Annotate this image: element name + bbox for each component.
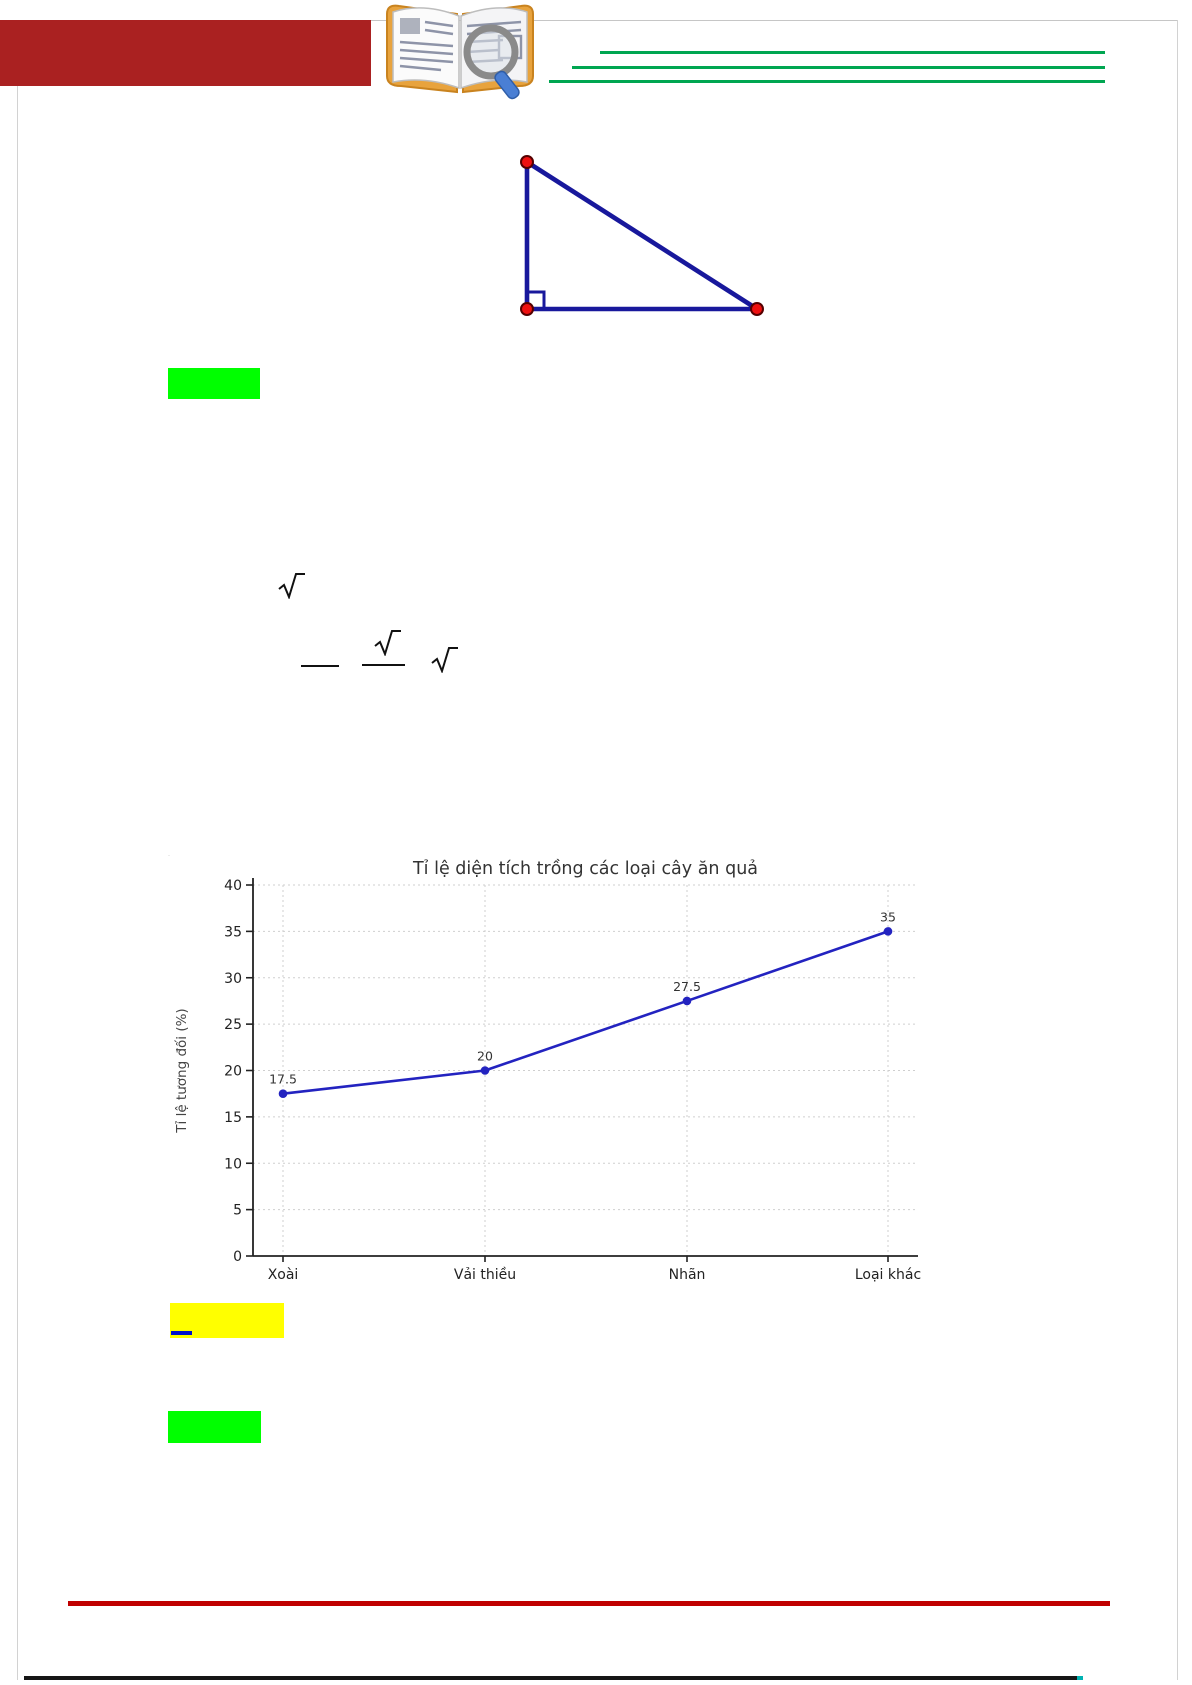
footer-black-rule <box>24 1676 1077 1680</box>
y-tick-label: 0 <box>233 1249 242 1265</box>
blue-dash-underline <box>171 1331 192 1335</box>
radical-icon-3 <box>431 646 459 673</box>
x-tick-label: Nhãn <box>668 1267 706 1283</box>
data-point-label: 20 <box>477 1048 493 1064</box>
fraction-bar-2 <box>362 664 405 666</box>
right-triangle-figure <box>430 125 775 325</box>
data-point-label: 17.5 <box>269 1071 297 1087</box>
header-green-rule-3 <box>549 80 1105 83</box>
book-magnifier-icon <box>373 0 548 104</box>
triangle-edges <box>527 162 757 309</box>
data-point <box>884 927 893 936</box>
chart-title: Tỉ lệ diện tích trồng các loại cây ăn quả <box>412 859 759 879</box>
triangle-vertex-top <box>521 156 533 168</box>
y-tick-label: 20 <box>224 1063 242 1080</box>
header-green-rule-2 <box>572 66 1105 69</box>
fraction-bar-1 <box>301 665 339 667</box>
footer-red-rule <box>68 1601 1110 1606</box>
page-left-border <box>17 20 18 1680</box>
y-tick-label: 40 <box>224 878 242 894</box>
header-red-bar <box>0 20 371 86</box>
data-point <box>481 1066 490 1075</box>
y-tick-label: 15 <box>224 1109 242 1126</box>
triangle-vertex-bottom-right <box>751 303 763 315</box>
green-highlight-1 <box>168 368 260 399</box>
data-point-label: 35 <box>880 909 896 925</box>
y-tick-label: 30 <box>224 970 242 987</box>
footer-cyan-tick <box>1077 1676 1083 1680</box>
y-tick-label: 5 <box>233 1202 242 1219</box>
header-green-rule-1 <box>600 51 1105 54</box>
green-highlight-2 <box>168 1411 261 1443</box>
data-line <box>283 931 888 1093</box>
x-tick-label: Loại khác <box>854 1267 922 1283</box>
fruit-area-line-chart <box>170 795 940 1295</box>
radical-icon-1 <box>278 572 306 599</box>
chart-svg <box>170 795 940 1295</box>
page-right-border <box>1177 20 1178 1680</box>
y-tick-label: 10 <box>224 1156 242 1173</box>
x-tick-label: Xoài <box>267 1267 299 1283</box>
triangle-vertex-bottom-left <box>521 303 533 315</box>
data-point <box>279 1089 288 1098</box>
data-point <box>683 997 692 1006</box>
radical-icon-2 <box>374 629 402 656</box>
chart-y-axis-label: Tỉ lệ tương đối (%) <box>174 1008 190 1133</box>
x-tick-label: Vải thiều <box>453 1267 517 1283</box>
y-tick-label: 35 <box>224 924 242 941</box>
data-point-label: 27.5 <box>673 978 701 994</box>
y-tick-label: 25 <box>224 1017 242 1034</box>
